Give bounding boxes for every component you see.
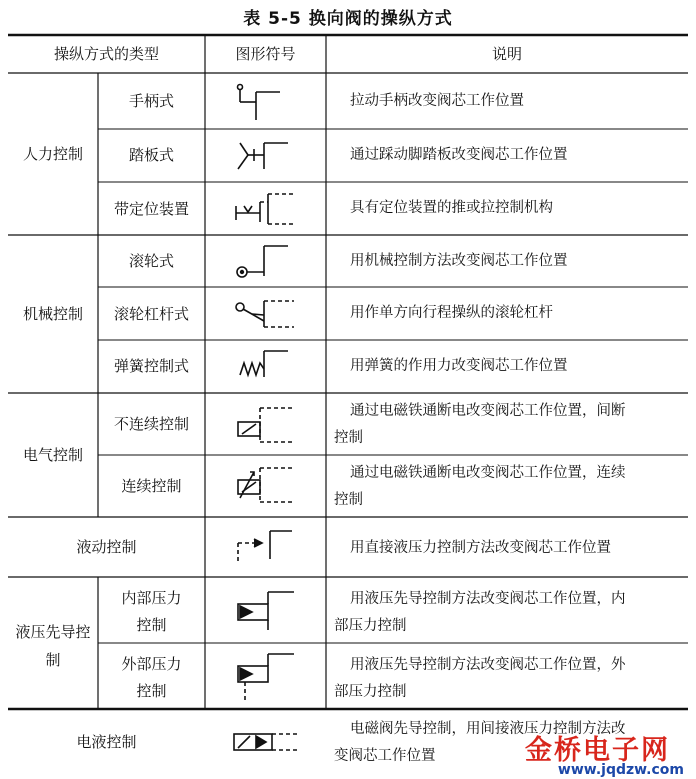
- desc-electrohydraulic: 电磁阀先导控制，用间接液压力控制方法改 变阀芯工作位置: [334, 721, 626, 764]
- desc-detent: 具有定位装置的推或拉控制机构: [350, 200, 553, 216]
- desc-handle: 拉动手柄改变阀芯工作位置: [350, 93, 524, 109]
- detent-icon: [230, 188, 305, 230]
- electrohydraulic-icon: [228, 722, 308, 762]
- group-manual: 人力控制: [22, 145, 83, 163]
- watermark-name: 金桥电子网: [525, 735, 670, 766]
- sub-discontinuous: 不连续控制: [113, 415, 189, 433]
- group-electrical: 电气控制: [22, 446, 83, 464]
- group-hydraulic: 液动控制: [76, 538, 137, 556]
- header-description: 说明: [491, 45, 522, 63]
- pedal-icon: [230, 135, 300, 177]
- desc-roller: 用机械控制方法改变阀芯工作位置: [350, 253, 568, 269]
- hydraulic-pilot-icon: [230, 523, 300, 569]
- desc-internal-pressure: 用液压先导控制方法改变阀芯工作位置，内 部压力控制: [334, 591, 626, 634]
- sub-roller-lever: 滚轮杠杆式: [113, 305, 189, 323]
- sub-external-pressure: 外部压力 控制: [121, 655, 182, 700]
- desc-spring: 用弹簧的作用力改变阀芯工作位置: [350, 358, 568, 374]
- roller-icon: [230, 240, 300, 284]
- sub-detent: 带定位装置: [113, 200, 189, 218]
- internal-pilot-icon: [230, 586, 305, 636]
- desc-continuous: 通过电磁铁通断电改变阀芯工作位置，连续 控制: [334, 465, 626, 508]
- header-symbol: 图形符号: [235, 45, 296, 63]
- sub-roller: 滚轮式: [128, 252, 174, 270]
- solenoid-icon: [230, 400, 305, 450]
- handle-lever-icon: [230, 80, 300, 126]
- sub-pedal: 踏板式: [128, 146, 174, 164]
- roller-lever-icon: [230, 293, 305, 337]
- external-pilot-icon: [230, 650, 305, 706]
- group-pilot: 液压先导控制: [15, 623, 91, 669]
- desc-roller-lever: 用作单方向行程操纵的滚轮杠杆: [350, 305, 553, 321]
- desc-hydraulic: 用直接液压力控制方法改变阀芯工作位置: [350, 540, 611, 556]
- group-mechanical: 机械控制: [22, 305, 83, 323]
- header-type: 操纵方式的类型: [53, 45, 159, 63]
- desc-discontinuous: 通过电磁铁通断电改变阀芯工作位置，间断 控制: [334, 403, 626, 446]
- sub-internal-pressure: 内部压力 控制: [121, 589, 182, 634]
- sub-continuous: 连续控制: [121, 477, 182, 495]
- desc-pedal: 通过踩动脚踏板改变阀芯工作位置: [350, 147, 568, 163]
- watermark-url: www.jqdzw.com: [557, 762, 684, 778]
- table-title: 表 5-5 换向阀的操纵方式: [243, 9, 453, 29]
- sub-spring: 弹簧控制式: [113, 357, 189, 375]
- sub-handle: 手柄式: [128, 92, 174, 110]
- desc-external-pressure: 用液压先导控制方法改变阀芯工作位置，外 部压力控制: [334, 657, 626, 700]
- proportional-solenoid-icon: [230, 462, 305, 512]
- spring-icon: [230, 345, 300, 387]
- group-electrohydraulic: 电液控制: [76, 733, 137, 751]
